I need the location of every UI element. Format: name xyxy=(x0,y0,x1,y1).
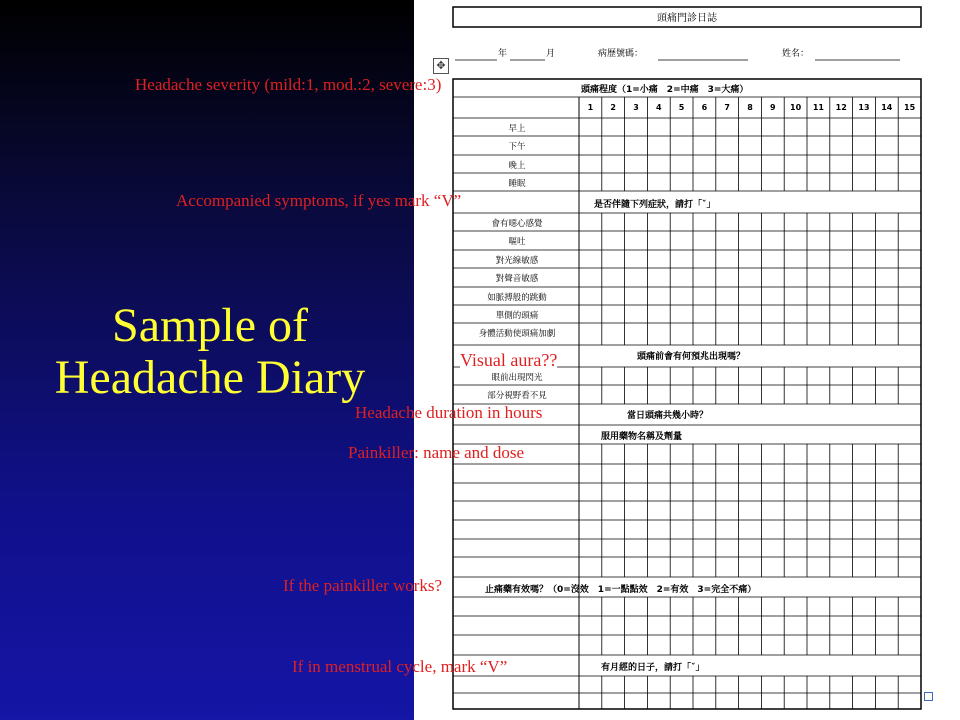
diary-header: 頭痛門診日誌 xyxy=(657,13,717,24)
symptom-row-label: 對光線敏感 xyxy=(495,256,539,266)
effect-header: 止痛藥有效嗎？（0=沒效 1=一點點效 2=有效 3=完全不痛） xyxy=(485,585,757,595)
severity-row-label: 晚上 xyxy=(508,161,526,171)
title-line-1: Sample of xyxy=(112,299,308,352)
menses-header: 有月經的日子，請打「ˇ」 xyxy=(601,663,705,673)
symptom-row-label: 會有噁心感覺 xyxy=(491,219,543,229)
move-icon[interactable]: ✥ xyxy=(433,58,449,74)
annotation-duration: Headache duration in hours xyxy=(355,403,543,422)
day-number-9: 9 xyxy=(770,103,776,112)
duration-header: 當日頭痛共幾小時？ xyxy=(627,411,709,421)
day-number-4: 4 xyxy=(656,103,662,112)
symptom-row-label: 嘔吐 xyxy=(508,237,526,247)
day-number-14: 14 xyxy=(881,103,893,112)
month-label: 月 xyxy=(546,49,556,59)
day-number-13: 13 xyxy=(858,103,870,112)
annotation-painkiller: Painkiller: name and dose xyxy=(348,443,525,462)
symptom-row-label: 身體活動使頭痛加劇 xyxy=(478,329,556,339)
day-number-7: 7 xyxy=(724,103,730,112)
annotation-menstrual: If in menstrual cycle, mark “V” xyxy=(292,657,508,676)
title-line-2: Headache Diary xyxy=(54,351,366,404)
annotation-aura: Visual aura?? xyxy=(460,350,558,370)
year-label: 年 xyxy=(498,49,508,59)
resize-handle-icon[interactable] xyxy=(924,692,933,701)
symptom-row-label: 如脈搏般的跳動 xyxy=(487,293,547,303)
day-number-8: 8 xyxy=(747,103,753,112)
day-number-6: 6 xyxy=(701,103,708,112)
symptom-row-label: 單側的頭痛 xyxy=(495,311,539,321)
annotation-painkiller-works: If the painkiller works? xyxy=(283,576,443,595)
symptoms-header: 是否伴隨下列症狀，請打「ˇ」 xyxy=(594,200,716,210)
day-number-11: 11 xyxy=(812,103,824,112)
day-number-10: 10 xyxy=(790,103,802,112)
annotation-symptoms: Accompanied symptoms, if yes mark “V” xyxy=(176,191,462,210)
record-no-label: 病歷號碼： xyxy=(598,49,644,59)
severity-header: 頭痛程度（1=小痛 2=中痛 3=大痛） xyxy=(581,85,749,95)
severity-row-label: 睡眠 xyxy=(508,179,526,189)
aura-row-label: 眼前出現閃光 xyxy=(491,373,543,383)
day-number-2: 2 xyxy=(610,103,616,112)
annotation-severity: Headache severity (mild:1, mod.:2, severe:3) xyxy=(135,75,442,94)
name-label: 姓名： xyxy=(782,49,810,59)
severity-row-label: 下午 xyxy=(508,142,526,152)
day-number-15: 15 xyxy=(904,103,916,112)
day-number-3: 3 xyxy=(633,103,639,112)
day-number-12: 12 xyxy=(835,103,847,112)
aura-header: 頭痛前會有何預兆出現嗎？ xyxy=(637,352,746,362)
aura-row-label: 部分視野看不見 xyxy=(487,391,547,401)
day-number-1: 1 xyxy=(587,103,594,112)
day-number-5: 5 xyxy=(678,103,685,112)
symptom-row-label: 對聲音敏感 xyxy=(495,274,539,284)
medication-header: 服用藥物名稱及劑量 xyxy=(601,432,683,442)
severity-row-label: 早上 xyxy=(508,124,526,134)
